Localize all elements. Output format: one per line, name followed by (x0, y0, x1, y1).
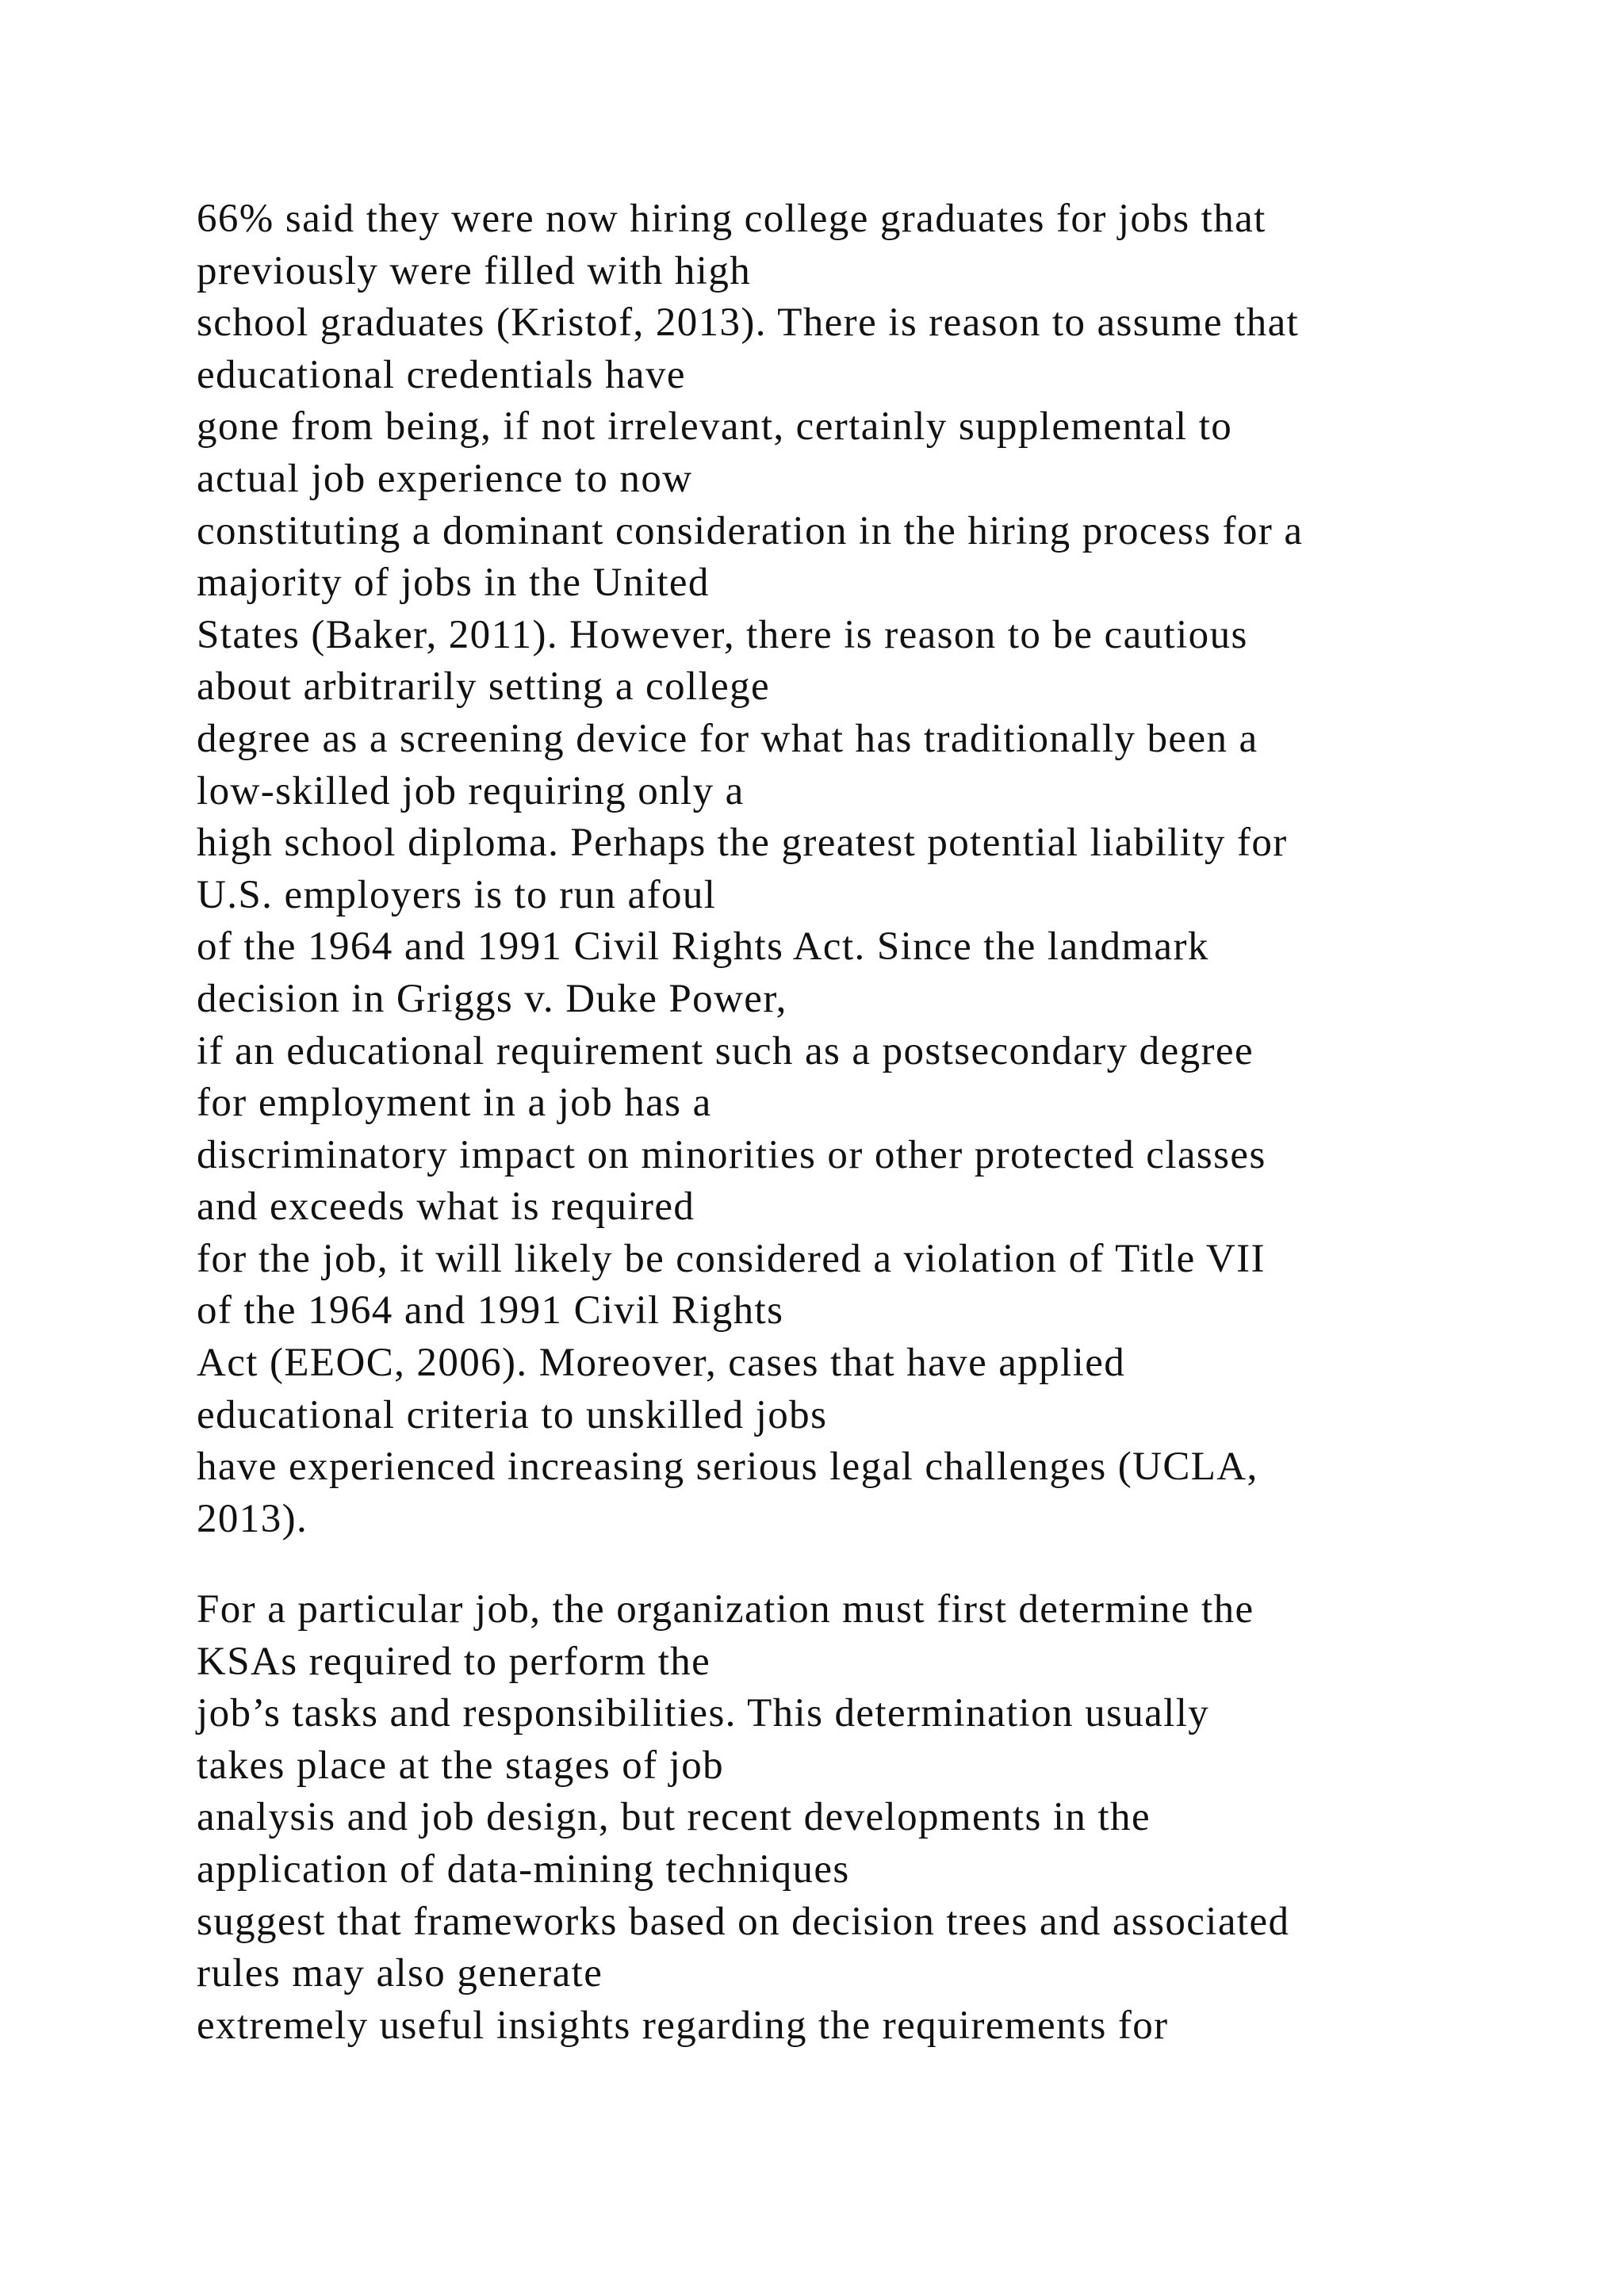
text-line: gone from being, if not irrelevant, certainly supplemental to (197, 404, 1233, 450)
text-line: KSAs required to perform the (197, 1639, 711, 1684)
text-line: for employment in a job has a (197, 1081, 712, 1126)
text-line: discriminatory impact on minorities or other protected classes (197, 1132, 1266, 1177)
paragraph-1 (197, 193, 1608, 1545)
text-line: low-skilled job requiring only a (197, 768, 745, 813)
text-line: For a particular job, the organization must first determine the (197, 1587, 1254, 1632)
text-line: U.S. employers is to run afoul (197, 872, 717, 917)
text-line: suggest that frameworks based on decision trees and associated (197, 1899, 1290, 1944)
text-line: constituting a dominant consideration in the hiring process for a (197, 508, 1304, 553)
text-line: if an educational requirement such as a postsecondary degree (197, 1028, 1254, 1073)
paragraph-2 (197, 1584, 1608, 2052)
text-line: previously were filled with high (197, 248, 752, 293)
text-line: school graduates (Kristof, 2013). There is reason to assume that (197, 300, 1300, 346)
text-line: of the 1964 and 1991 Civil Rights Act. Since the landmark (197, 924, 1209, 970)
text-line: Act (EEOC, 2006). Moreover, cases that have applied (197, 1341, 1126, 1386)
text-line: takes place at the stages of job (197, 1743, 725, 1788)
text-line: rules may also generate (197, 1951, 603, 1996)
text-line: extremely useful insights regarding the requirements for (197, 2003, 1169, 2048)
text-line: 2013). (197, 1496, 308, 1541)
text-line: and exceeds what is required (197, 1184, 695, 1230)
text-line: educational criteria to unskilled jobs (197, 1392, 828, 1437)
text-line: States (Baker, 2011). However, there is reason to be cautious (197, 612, 1248, 657)
text-line: application of data-mining techniques (197, 1846, 850, 1892)
text-line: about arbitrarily setting a college (197, 664, 771, 710)
text-line: decision in Griggs v. Duke Power, (197, 976, 787, 1021)
text-line: for the job, it will likely be considered a violation of Title VII (197, 1236, 1266, 1281)
text-line: of the 1964 and 1991 Civil Rights (197, 1288, 784, 1334)
text-line: majority of jobs in the United (197, 561, 710, 606)
text-line: educational credentials have (197, 352, 686, 397)
text-line: have experienced increasing serious legal challenges (UCLA, (197, 1445, 1258, 1490)
text-line: analysis and job design, but recent developments in the (197, 1795, 1151, 1840)
text-line: actual job experience to now (197, 456, 693, 501)
text-line: 66% said they were now hiring college graduates for jobs that (197, 197, 1266, 241)
text-line: job’s tasks and responsibilities. This determination usually (197, 1691, 1210, 1736)
text-line: degree as a screening device for what has traditionally been a (197, 716, 1258, 761)
text-line: high school diploma. Perhaps the greatest potential liability for (197, 821, 1288, 866)
